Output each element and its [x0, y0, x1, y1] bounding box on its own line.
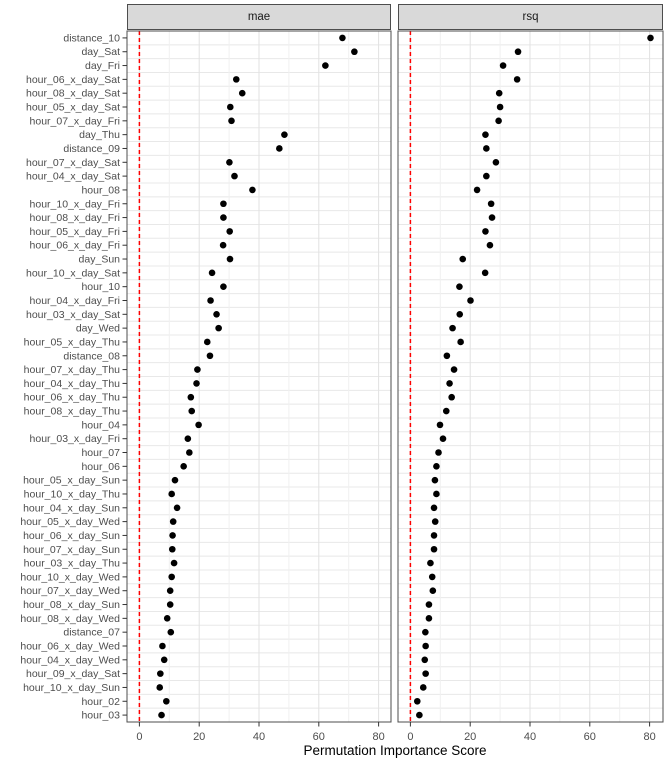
data-point: [157, 670, 164, 677]
facet-strip-rsq: [398, 4, 663, 30]
y-axis-label: day_Sat: [81, 46, 120, 59]
y-axis-label: hour_10_x_day_Sun: [23, 681, 120, 694]
data-point: [193, 380, 200, 387]
y-axis-label: hour_07: [81, 447, 120, 460]
data-point: [164, 615, 171, 622]
y-axis-label: distance_07: [63, 626, 120, 639]
y-axis-label: hour_05_x_day_Sat: [26, 101, 120, 114]
data-point: [220, 242, 227, 249]
data-point: [188, 408, 195, 415]
data-point: [207, 297, 214, 304]
x-tick-label: 60: [312, 731, 325, 743]
x-tick-label: 80: [372, 731, 385, 743]
data-point: [427, 560, 434, 567]
facet-strip-rsq-label: rsq: [522, 11, 539, 23]
data-point: [431, 532, 438, 539]
y-axis-label: hour_03_x_day_Thu: [23, 557, 120, 570]
data-point: [172, 477, 179, 484]
data-point: [489, 214, 496, 221]
data-point: [204, 339, 211, 346]
data-point: [220, 200, 227, 207]
data-point: [226, 159, 233, 166]
data-point: [174, 504, 181, 511]
y-axis-label: hour_06_x_day_Fri: [29, 239, 120, 252]
data-point: [209, 270, 216, 277]
y-axis-label: day_Fri: [84, 60, 120, 73]
data-point: [457, 339, 464, 346]
y-axis-label: hour_04_x_day_Sat: [26, 170, 120, 183]
data-point: [231, 173, 238, 180]
data-point: [168, 574, 175, 581]
data-point: [161, 657, 168, 664]
data-point: [487, 242, 494, 249]
y-axis-label: hour_05_x_day_Fri: [29, 225, 120, 238]
data-point: [430, 587, 437, 594]
data-point: [467, 297, 474, 304]
data-point: [433, 491, 440, 498]
data-point: [194, 366, 201, 373]
y-axis-label: hour_06_x_day_Wed: [20, 640, 120, 653]
x-tick-label: 40: [523, 731, 537, 743]
y-axis-label: day_Thu: [79, 129, 120, 142]
data-point: [459, 256, 466, 263]
data-point: [213, 311, 220, 318]
data-point: [156, 684, 163, 691]
data-point: [233, 76, 240, 83]
data-point: [276, 145, 283, 152]
y-axis-label: hour_08_x_day_Thu: [23, 405, 120, 418]
y-axis-label: hour_04_x_day_Fri: [29, 294, 120, 307]
x-tick-label: 20: [193, 731, 206, 743]
y-axis-label: hour_02: [81, 695, 120, 708]
data-point: [185, 435, 192, 442]
data-point: [515, 48, 522, 55]
data-point: [482, 228, 489, 235]
data-point: [446, 380, 453, 387]
data-point: [339, 35, 346, 42]
data-point: [496, 90, 503, 97]
data-point: [167, 601, 174, 608]
x-tick-label: 60: [583, 731, 596, 743]
y-axis-label: hour_10_x_day_Wed: [20, 571, 120, 584]
x-tick-label: 80: [643, 731, 656, 743]
data-point: [449, 325, 456, 332]
data-point: [514, 76, 521, 83]
data-point: [420, 684, 427, 691]
y-axis-label: hour_04_x_day_Sun: [23, 502, 120, 515]
data-point: [431, 546, 438, 553]
data-point: [474, 187, 481, 194]
data-point: [647, 35, 654, 42]
data-point: [227, 104, 234, 111]
data-point: [169, 532, 176, 539]
data-point: [443, 408, 450, 415]
data-point: [228, 118, 235, 125]
y-axis-label: distance_10: [63, 32, 120, 45]
x-tick-label: 20: [464, 731, 477, 743]
data-point: [437, 422, 444, 429]
y-axis-label: hour_04_x_day_Thu: [23, 377, 120, 390]
data-point: [435, 449, 442, 456]
data-point: [426, 615, 433, 622]
y-axis-label: hour_10_x_day_Thu: [23, 488, 120, 501]
facet-strip-mae: [127, 4, 391, 30]
data-point: [493, 159, 500, 166]
data-point: [188, 394, 195, 401]
y-axis-label: hour_05_x_day_Thu: [23, 336, 120, 349]
y-axis-label: hour_10: [81, 281, 120, 294]
data-point: [163, 698, 170, 705]
y-axis-label: hour_07_x_day_Sat: [26, 156, 120, 169]
data-point: [422, 629, 429, 636]
data-point: [168, 491, 175, 498]
data-point: [227, 256, 234, 263]
data-point: [482, 131, 489, 138]
y-axis-label: hour_07_x_day_Fri: [29, 115, 120, 128]
data-point: [456, 283, 463, 290]
data-point: [440, 435, 447, 442]
data-point: [220, 283, 227, 290]
data-point: [429, 574, 436, 581]
data-point: [422, 670, 429, 677]
data-point: [180, 463, 187, 470]
data-point: [220, 214, 227, 221]
y-axis-label: hour_04_x_day_Wed: [20, 654, 120, 667]
data-point: [488, 200, 495, 207]
y-axis-label: hour_04: [81, 419, 120, 432]
data-point: [158, 712, 165, 719]
data-point: [169, 546, 176, 553]
data-point: [226, 228, 233, 235]
y-axis-label: hour_06_x_day_Sat: [26, 73, 120, 86]
data-point: [451, 366, 458, 373]
data-point: [239, 90, 246, 97]
data-point: [422, 643, 429, 650]
x-tick-label: 0: [136, 731, 143, 743]
data-point: [249, 187, 256, 194]
y-axis-label: hour_07_x_day_Thu: [23, 364, 120, 377]
data-point: [495, 118, 502, 125]
y-axis-label: hour_10_x_day_Fri: [29, 198, 120, 211]
y-axis-label: hour_09_x_day_Sat: [26, 668, 120, 681]
data-point: [281, 131, 288, 138]
y-axis-label: day_Wed: [75, 322, 120, 335]
data-point: [170, 518, 177, 525]
data-point: [482, 270, 489, 277]
y-axis-label: hour_05_x_day_Wed: [20, 516, 120, 529]
data-point: [171, 560, 178, 567]
y-axis-label: hour_06_x_day_Sun: [23, 529, 120, 542]
data-point: [167, 629, 174, 636]
data-point: [167, 587, 174, 594]
data-point: [456, 311, 463, 318]
data-point: [497, 104, 504, 111]
data-point: [431, 504, 438, 511]
data-point: [414, 698, 421, 705]
data-point: [483, 145, 490, 152]
y-axis-label: hour_06: [81, 460, 120, 473]
y-axis-label: hour_08_x_day_Wed: [20, 612, 120, 625]
y-axis-label: hour_03_x_day_Sat: [26, 308, 120, 321]
data-point: [416, 712, 423, 719]
data-point: [159, 643, 166, 650]
facet-strip-mae-label: mae: [247, 11, 271, 23]
x-tick-label: 40: [252, 731, 266, 743]
y-axis-label: hour_05_x_day_Sun: [23, 474, 120, 487]
data-point: [500, 62, 507, 69]
data-point: [426, 601, 433, 608]
data-point: [421, 657, 428, 664]
y-axis-label: hour_07_x_day_Sun: [23, 543, 120, 556]
y-axis-label: hour_03_x_day_Fri: [29, 433, 120, 446]
data-point: [483, 173, 490, 180]
data-point: [433, 463, 440, 470]
y-axis-label: hour_10_x_day_Sat: [26, 267, 120, 280]
y-axis-label: hour_08: [81, 184, 120, 197]
y-axis-label: distance_08: [63, 350, 120, 363]
y-axis-label: hour_06_x_day_Thu: [23, 391, 120, 404]
data-point: [432, 518, 439, 525]
data-point: [195, 422, 202, 429]
data-point: [186, 449, 193, 456]
data-point: [351, 48, 358, 55]
y-axis-label: hour_08_x_day_Fri: [29, 212, 120, 225]
y-axis-label: hour_03: [81, 709, 120, 722]
x-tick-label: 0: [407, 731, 414, 743]
y-axis-label: day_Sun: [78, 253, 120, 266]
data-point: [207, 352, 214, 359]
data-point: [444, 352, 451, 359]
data-point: [215, 325, 222, 332]
data-point: [322, 62, 329, 69]
y-axis-label: hour_07_x_day_Wed: [20, 585, 120, 598]
data-point: [432, 477, 439, 484]
y-axis-label: distance_09: [63, 142, 120, 155]
y-axis-label: hour_08_x_day_Sun: [23, 599, 120, 612]
data-point: [448, 394, 455, 401]
y-axis-label: hour_08_x_day_Sat: [26, 87, 120, 100]
x-axis-title: Permutation Importance Score: [303, 743, 487, 758]
